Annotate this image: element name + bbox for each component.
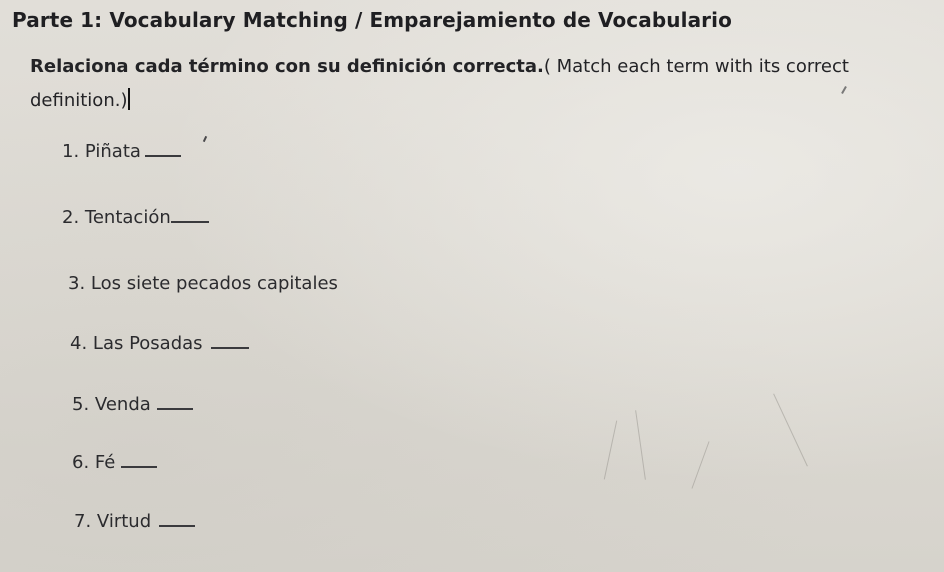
item-term: Los siete pecados capitales <box>90 273 338 294</box>
item-term: Tentación <box>84 207 171 228</box>
answer-blank[interactable] <box>145 145 181 157</box>
pencil-scribble <box>604 421 617 480</box>
answer-blank[interactable] <box>171 211 209 223</box>
list-item <box>62 207 209 228</box>
item-term: Venda <box>94 394 151 415</box>
instructions-spanish: Relaciona cada término con su definición correcta. <box>30 56 544 77</box>
list-item <box>68 273 338 294</box>
instructions <box>30 50 880 118</box>
list-item <box>70 333 249 354</box>
answer-blank[interactable] <box>121 456 157 468</box>
item-number: 5. <box>72 394 90 415</box>
pencil-scribble <box>691 441 709 488</box>
list-item <box>72 452 157 473</box>
item-number: 4. <box>70 333 88 354</box>
instructions-english: ( Match each term with its correct definition.) <box>30 56 849 111</box>
item-number: 2. <box>62 207 80 228</box>
item-term: Las Posadas <box>92 333 203 354</box>
item-number: 6. <box>72 452 90 473</box>
item-number: 1. <box>62 141 80 162</box>
answer-blank[interactable] <box>211 337 249 349</box>
pencil-scribble <box>635 410 646 479</box>
pencil-scribble <box>773 394 808 467</box>
page-title: Parte 1: Vocabulary Matching / Emparejamiento de Vocabulario <box>12 8 732 32</box>
text-cursor <box>128 88 130 110</box>
list-item <box>74 511 195 532</box>
list-item <box>72 394 193 415</box>
stray-mark <box>203 136 207 142</box>
item-term: Virtud <box>96 511 152 532</box>
item-term: Piñata <box>84 141 141 162</box>
list-item <box>62 141 181 162</box>
item-number: 7. <box>74 511 92 532</box>
answer-blank[interactable] <box>159 515 195 527</box>
item-number: 3. <box>68 273 86 294</box>
answer-blank[interactable] <box>157 398 193 410</box>
item-term: Fé <box>94 452 116 473</box>
